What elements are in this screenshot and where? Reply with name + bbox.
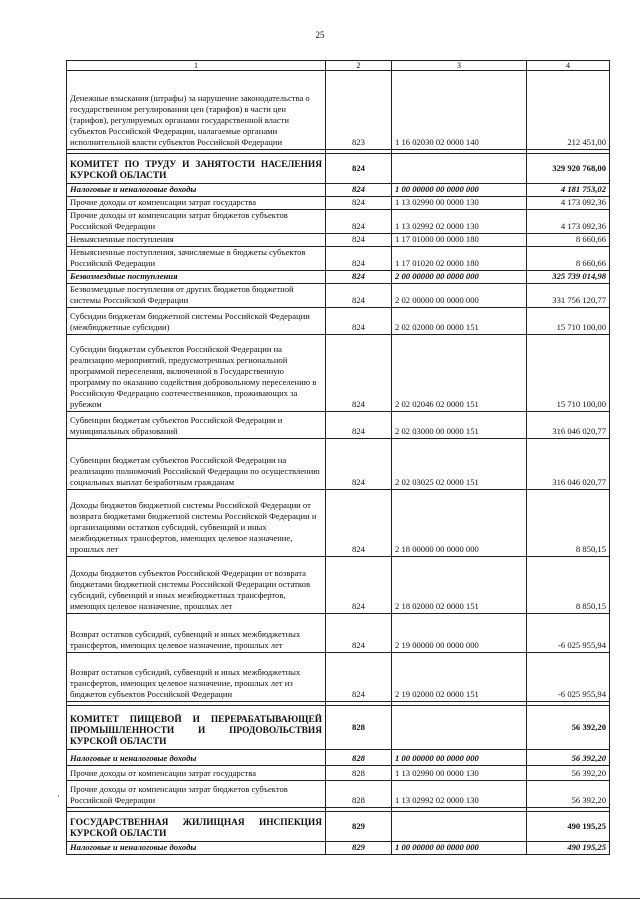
row-kbk-cell — [392, 812, 527, 842]
row-code-cell: 824 — [326, 653, 392, 702]
row-code-cell: 824 — [326, 308, 392, 335]
row-code-cell: 824 — [326, 234, 392, 247]
table-row — [67, 335, 610, 412]
row-kbk-cell: 2 18 00000 00 0000 000 — [392, 490, 527, 557]
committee-row — [67, 154, 610, 184]
page-number: 25 — [315, 30, 325, 40]
row-amount-cell: 4 173 092,36 — [527, 197, 610, 210]
row-code-cell: 824 — [326, 197, 392, 210]
row-kbk-cell: 2 02 00000 00 0000 000 — [392, 284, 527, 308]
table-row — [67, 412, 610, 439]
row-kbk-cell: 1 17 01000 00 0000 180 — [392, 234, 527, 247]
row-amount-cell: 4 181 753,02 — [527, 184, 610, 197]
section-row — [67, 750, 610, 766]
row-code-cell: 824 — [326, 284, 392, 308]
row-amount-cell: 212 451,00 — [527, 71, 610, 150]
row-amount-cell: 56 392,20 — [527, 781, 610, 808]
header-col-1: 1 — [67, 61, 326, 71]
row-amount-cell: 56 392,20 — [527, 750, 610, 766]
row-name-cell: Денежные взыскания (штрафы) за нарушение законодательства о государственном регулировании цен (тарифов) в части цен (тарифов), регулируемых органами государственной власти субъектов Российской Федерации, налагаемые органами исполнительной власти субъектов Российской Федерации — [67, 71, 326, 150]
row-kbk-cell: 2 02 03000 00 0000 151 — [392, 412, 527, 439]
row-kbk-cell: 2 02 03025 02 0000 151 — [392, 439, 527, 490]
row-amount-cell: 15 710 100,00 — [527, 308, 610, 335]
row-amount-cell: -6 025 955,94 — [527, 614, 610, 653]
row-kbk-cell: 1 00 00000 00 0000 000 — [392, 750, 527, 766]
row-code-cell: 824 — [326, 247, 392, 271]
row-name-cell: Прочие доходы от компенсации затрат бюджетов субъектов Российской Федерации — [67, 210, 326, 234]
row-name-cell: Субсидии бюджетам бюджетной системы Российской Федерации (межбюджетные субсидии) — [67, 308, 326, 335]
header-col-4: 4 — [527, 61, 610, 71]
row-amount-cell: 15 710 100,00 — [527, 335, 610, 412]
row-kbk-cell: 2 00 00000 00 0000 000 — [392, 271, 527, 284]
row-name-cell: Возврат остатков субсидий, субвенций и иных межбюджетных трансфертов, имеющих целевое назначение, прошлых лет из бюджетов субъектов Российской Федерации — [67, 653, 326, 702]
row-code-cell: 824 — [326, 210, 392, 234]
row-kbk-cell: 2 19 02000 02 0000 151 — [392, 653, 527, 702]
row-kbk-cell: 1 00 00000 00 0000 000 — [392, 184, 527, 197]
header-col-3: 3 — [392, 61, 527, 71]
row-name-cell: КОМИТЕТ ПИЩЕВОЙ И ПЕРЕРАБАТЫВАЮЩЕЙ ПРОМЫШЛЕННОСТИ И ПРОДОВОЛЬСТВИЯ КУРСКОЙ ОБЛАСТИ — [67, 706, 326, 750]
table-row — [67, 308, 610, 335]
row-code-cell: 823 — [326, 71, 392, 150]
row-amount-cell: 331 756 120,77 — [527, 284, 610, 308]
table-row — [67, 557, 610, 614]
table-row — [67, 197, 610, 210]
row-kbk-cell: 1 17 01020 02 0000 180 — [392, 247, 527, 271]
row-name-cell: Безвозмездные поступления — [67, 271, 326, 284]
row-kbk-cell: 1 13 02992 02 0000 130 — [392, 210, 527, 234]
row-name-cell: Возврат остатков субсидий, субвенций и иных межбюджетных трансфертов, имеющих целевое назначение, прошлых лет — [67, 614, 326, 653]
row-amount-cell: 316 046 020,77 — [527, 412, 610, 439]
row-kbk-cell: 1 00 00000 00 0000 000 — [392, 842, 527, 855]
row-amount-cell: 490 195,25 — [527, 842, 610, 855]
table-row — [67, 781, 610, 808]
row-kbk-cell: 1 13 02990 00 0000 130 — [392, 766, 527, 781]
row-code-cell: 824 — [326, 271, 392, 284]
row-code-cell: 828 — [326, 706, 392, 750]
row-code-cell: 829 — [326, 812, 392, 842]
table-row — [67, 439, 610, 490]
row-amount-cell: 8 660,66 — [527, 247, 610, 271]
row-code-cell: 828 — [326, 750, 392, 766]
row-code-cell: 824 — [326, 614, 392, 653]
section-row — [67, 842, 610, 855]
row-name-cell: Налоговые и неналоговые доходы — [67, 750, 326, 766]
section-row — [67, 271, 610, 284]
row-name-cell: Доходы бюджетов субъектов Российской Федерации от возврата бюджетами бюджетной системы Российской Федерации остатков субсидий, субвенций и иных межбюджетных трансфертов, имеющих целевое назначение, прошлых лет — [67, 557, 326, 614]
row-code-cell: 824 — [326, 335, 392, 412]
row-amount-cell: 325 739 014,98 — [527, 271, 610, 284]
row-amount-cell: 490 195,25 — [527, 812, 610, 842]
row-name-cell: Налоговые и неналоговые доходы — [67, 184, 326, 197]
table-row — [67, 653, 610, 702]
row-kbk-cell: 2 02 02046 02 0000 151 — [392, 335, 527, 412]
table-row — [67, 284, 610, 308]
row-name-cell: КОМИТЕТ ПО ТРУДУ И ЗАНЯТОСТИ НАСЕЛЕНИЯ КУРСКОЙ ОБЛАСТИ — [67, 154, 326, 184]
row-name-cell: Безвозмездные поступления от других бюджетов бюджетной системы Российской Федерации — [67, 284, 326, 308]
row-code-cell: 828 — [326, 781, 392, 808]
row-name-cell: Субвенции бюджетам субъектов Российской Федерации на реализацию полномочий Российской Федерации по осуществлению социальных выплат безработным гражданам — [67, 439, 326, 490]
row-name-cell: Прочие доходы от компенсации затрат бюджетов субъектов Российской Федерации — [67, 781, 326, 808]
row-amount-cell: 4 173 092,36 — [527, 210, 610, 234]
row-kbk-cell: 2 02 02000 00 0000 151 — [392, 308, 527, 335]
row-code-cell: 824 — [326, 557, 392, 614]
row-amount-cell: 8 660,66 — [527, 234, 610, 247]
row-amount-cell: 8 850,15 — [527, 490, 610, 557]
row-amount-cell: -6 025 955,94 — [527, 653, 610, 702]
row-name-cell: Прочие доходы от компенсации затрат государства — [67, 197, 326, 210]
table-row — [67, 71, 610, 150]
row-amount-cell: 56 392,20 — [527, 766, 610, 781]
row-code-cell: 824 — [326, 154, 392, 184]
row-name-cell: Налоговые и неналоговые доходы — [67, 842, 326, 855]
table-header-row — [67, 61, 610, 71]
row-amount-cell: 56 392,20 — [527, 706, 610, 750]
stray-mark: · — [57, 791, 60, 801]
header-col-2: 2 — [326, 61, 392, 71]
row-kbk-cell: 1 13 02992 02 0000 130 — [392, 781, 527, 808]
row-amount-cell: 329 920 768,00 — [527, 154, 610, 184]
row-code-cell: 824 — [326, 184, 392, 197]
row-name-cell: Доходы бюджетов бюджетной системы Российской Федерации от возврата бюджетами бюджетной системы Российской Федерации и организациями остатков субсидий, субвенций и иных межбюджетных трансфертов, имеющих целевое назначение, прошлых лет — [67, 490, 326, 557]
committee-row — [67, 812, 610, 842]
table-row — [67, 247, 610, 271]
row-code-cell: 824 — [326, 490, 392, 557]
row-kbk-cell — [392, 154, 527, 184]
table-row — [67, 766, 610, 781]
row-name-cell: Прочие доходы от компенсации затрат государства — [67, 766, 326, 781]
row-name-cell: Субвенции бюджетам субъектов Российской Федерации и муниципальных образований — [67, 412, 326, 439]
table-row — [67, 490, 610, 557]
row-code-cell: 824 — [326, 439, 392, 490]
table-row — [67, 210, 610, 234]
row-amount-cell: 8 850,15 — [527, 557, 610, 614]
bottom-rule — [0, 898, 640, 899]
section-row — [67, 184, 610, 197]
row-kbk-cell: 1 16 02030 02 0000 140 — [392, 71, 527, 150]
row-kbk-cell: 2 18 02000 02 0000 151 — [392, 557, 527, 614]
row-name-cell: Невыясненные поступления — [67, 234, 326, 247]
row-name-cell: Субсидии бюджетам субъектов Российской Федерации на реализацию мероприятий, предусмотренных региональной программой переселения, включенной в Государственную программу по оказанию содействия добровольному переселению в Российскую Федерацию соотечественников, проживающих за рубежом — [67, 335, 326, 412]
table-row — [67, 234, 610, 247]
row-name-cell: Невыясненные поступления, зачисляемые в бюджеты субъектов Российской Федерации — [67, 247, 326, 271]
row-kbk-cell — [392, 706, 527, 750]
row-kbk-cell: 2 19 00000 00 0000 000 — [392, 614, 527, 653]
row-amount-cell: 316 046 020,77 — [527, 439, 610, 490]
row-code-cell: 824 — [326, 412, 392, 439]
committee-row — [67, 706, 610, 750]
table-row — [67, 614, 610, 653]
row-code-cell: 829 — [326, 842, 392, 855]
row-name-cell: ГОСУДАРСТВЕННАЯ ЖИЛИЩНАЯ ИНСПЕКЦИЯ КУРСКОЙ ОБЛАСТИ — [67, 812, 326, 842]
row-code-cell: 828 — [326, 766, 392, 781]
row-kbk-cell: 1 13 02990 00 0000 130 — [392, 197, 527, 210]
revenue-table — [66, 60, 610, 855]
